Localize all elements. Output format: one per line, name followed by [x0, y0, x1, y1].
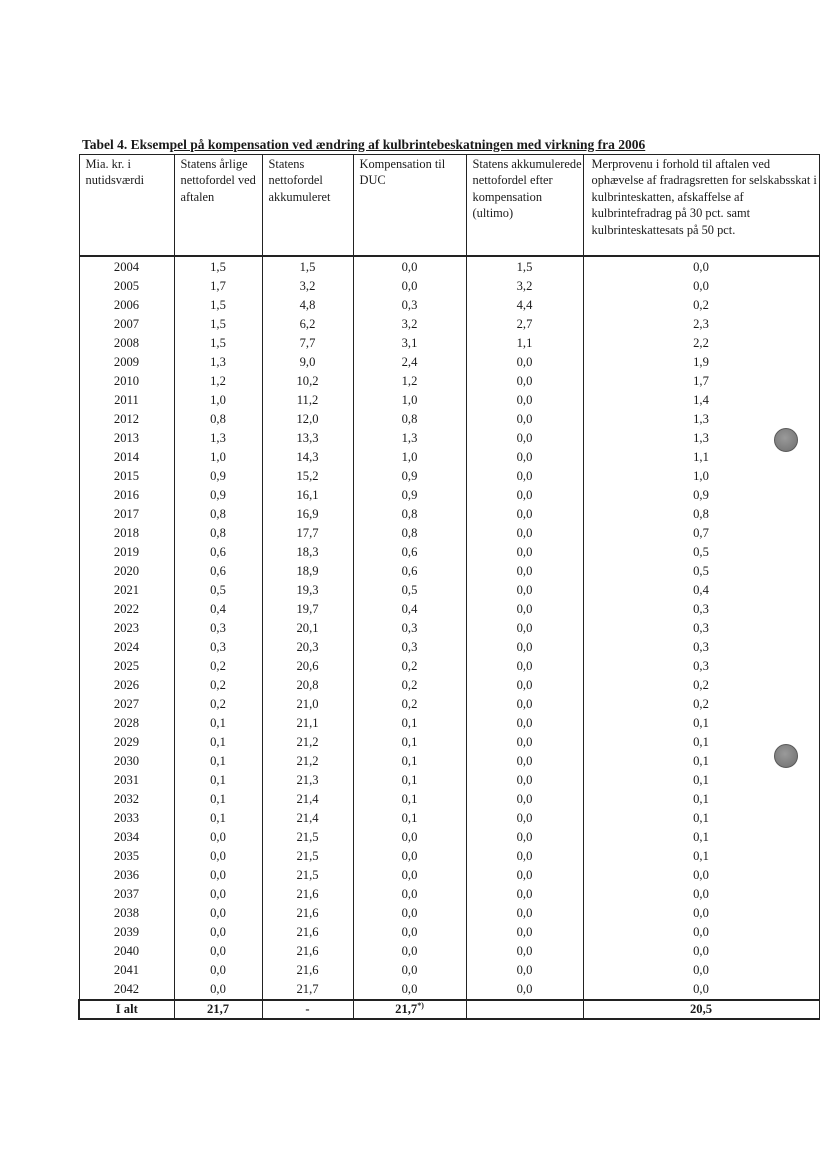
cell-year: 2027: [79, 695, 174, 714]
cell-year: 2016: [79, 486, 174, 505]
cell-extra-revenue: 0,3: [583, 657, 819, 676]
cell-compensation: 0,9: [353, 467, 466, 486]
table-caption: [82, 137, 822, 153]
cell-annual: 0,2: [174, 676, 262, 695]
cell-compensation: 1,3: [353, 429, 466, 448]
cell-year: 2025: [79, 657, 174, 676]
cell-extra-revenue: 0,0: [583, 923, 819, 942]
cell-extra-revenue: 1,4: [583, 391, 819, 410]
header-compensation: Kompensation til DUC: [353, 155, 466, 257]
cell-extra-revenue: 0,0: [583, 904, 819, 923]
table-row: [79, 448, 819, 467]
cell-after-compensation: 0,0: [466, 714, 583, 733]
cell-extra-revenue: 0,9: [583, 486, 819, 505]
cell-annual: 1,0: [174, 448, 262, 467]
cell-extra-revenue: 0,1: [583, 733, 819, 752]
cell-year: 2017: [79, 505, 174, 524]
cell-year: 2021: [79, 581, 174, 600]
cell-year: 2035: [79, 847, 174, 866]
cell-compensation: 0,1: [353, 752, 466, 771]
cell-year: 2013: [79, 429, 174, 448]
table-row: [79, 277, 819, 296]
cell-compensation: 0,3: [353, 296, 466, 315]
cell-extra-revenue: 1,0: [583, 467, 819, 486]
cell-extra-revenue: 0,0: [583, 980, 819, 1000]
cell-compensation: 0,1: [353, 733, 466, 752]
cell-accumulated: 21,3: [262, 771, 353, 790]
table-row: [79, 334, 819, 353]
cell-accumulated: 20,3: [262, 638, 353, 657]
cell-year: 2006: [79, 296, 174, 315]
cell-annual: 0,6: [174, 562, 262, 581]
cell-extra-revenue: 2,2: [583, 334, 819, 353]
cell-year: 2007: [79, 315, 174, 334]
cell-annual: 0,1: [174, 733, 262, 752]
cell-extra-revenue: 0,8: [583, 505, 819, 524]
cell-year: 2012: [79, 410, 174, 429]
cell-after-compensation: 0,0: [466, 885, 583, 904]
cell-after-compensation: 0,0: [466, 733, 583, 752]
table-row: [79, 372, 819, 391]
cell-after-compensation: 0,0: [466, 752, 583, 771]
table-row: [79, 676, 819, 695]
cell-after-compensation: 0,0: [466, 372, 583, 391]
cell-accumulated: 21,0: [262, 695, 353, 714]
header-after-compensation: Statens akkumulerede nettofordel efter kompensation (ultimo): [466, 155, 583, 257]
cell-compensation: 3,1: [353, 334, 466, 353]
cell-extra-revenue: 0,0: [583, 256, 819, 277]
cell-accumulated: 4,8: [262, 296, 353, 315]
cell-after-compensation: 2,7: [466, 315, 583, 334]
table-row: [79, 904, 819, 923]
cell-after-compensation: 0,0: [466, 790, 583, 809]
cell-extra-revenue: 0,1: [583, 714, 819, 733]
cell-extra-revenue: 1,9: [583, 353, 819, 372]
total-label: I alt: [79, 1000, 174, 1019]
cell-compensation: 0,5: [353, 581, 466, 600]
cell-accumulated: 16,1: [262, 486, 353, 505]
cell-extra-revenue: 0,1: [583, 752, 819, 771]
cell-compensation: 0,8: [353, 410, 466, 429]
cell-extra-revenue: 0,1: [583, 771, 819, 790]
table-row: [79, 923, 819, 942]
cell-after-compensation: 0,0: [466, 828, 583, 847]
cell-annual: 0,3: [174, 638, 262, 657]
total-after-compensation: [466, 1000, 583, 1019]
cell-annual: 1,7: [174, 277, 262, 296]
cell-after-compensation: 0,0: [466, 638, 583, 657]
cell-year: 2009: [79, 353, 174, 372]
cell-year: 2031: [79, 771, 174, 790]
cell-compensation: 0,0: [353, 904, 466, 923]
cell-year: 2041: [79, 961, 174, 980]
table-row: [79, 714, 819, 733]
cell-after-compensation: 0,0: [466, 923, 583, 942]
cell-extra-revenue: 0,1: [583, 847, 819, 866]
cell-annual: 0,8: [174, 524, 262, 543]
cell-after-compensation: 0,0: [466, 980, 583, 1000]
table-row: [79, 315, 819, 334]
table-row: [79, 486, 819, 505]
cell-compensation: 0,2: [353, 695, 466, 714]
cell-after-compensation: 0,0: [466, 524, 583, 543]
cell-accumulated: 11,2: [262, 391, 353, 410]
compensation-table: [78, 154, 820, 1020]
cell-after-compensation: 0,0: [466, 904, 583, 923]
cell-extra-revenue: 0,2: [583, 695, 819, 714]
cell-extra-revenue: 0,0: [583, 866, 819, 885]
cell-compensation: 0,0: [353, 256, 466, 277]
table-row: [79, 752, 819, 771]
cell-year: 2018: [79, 524, 174, 543]
cell-accumulated: 12,0: [262, 410, 353, 429]
cell-extra-revenue: 0,5: [583, 562, 819, 581]
cell-compensation: 0,9: [353, 486, 466, 505]
cell-annual: 0,0: [174, 904, 262, 923]
cell-compensation: 0,1: [353, 790, 466, 809]
cell-extra-revenue: 0,7: [583, 524, 819, 543]
cell-year: 2022: [79, 600, 174, 619]
cell-accumulated: 21,2: [262, 752, 353, 771]
cell-after-compensation: 0,0: [466, 695, 583, 714]
cell-after-compensation: 4,4: [466, 296, 583, 315]
cell-accumulated: 21,6: [262, 923, 353, 942]
cell-after-compensation: 0,0: [466, 771, 583, 790]
cell-year: 2023: [79, 619, 174, 638]
table-row: [79, 695, 819, 714]
cell-accumulated: 21,5: [262, 828, 353, 847]
cell-after-compensation: 0,0: [466, 562, 583, 581]
cell-annual: 0,0: [174, 866, 262, 885]
cell-year: 2005: [79, 277, 174, 296]
cell-year: 2033: [79, 809, 174, 828]
cell-compensation: 0,0: [353, 866, 466, 885]
cell-compensation: 0,1: [353, 714, 466, 733]
cell-annual: 1,5: [174, 315, 262, 334]
punch-hole-mark: [774, 744, 798, 768]
cell-year: 2030: [79, 752, 174, 771]
cell-accumulated: 19,3: [262, 581, 353, 600]
cell-after-compensation: 1,5: [466, 256, 583, 277]
cell-extra-revenue: 0,1: [583, 809, 819, 828]
cell-extra-revenue: 0,2: [583, 676, 819, 695]
cell-after-compensation: 0,0: [466, 942, 583, 961]
table-row: [79, 942, 819, 961]
cell-year: 2029: [79, 733, 174, 752]
cell-annual: 0,0: [174, 923, 262, 942]
cell-accumulated: 21,6: [262, 885, 353, 904]
cell-annual: 1,5: [174, 256, 262, 277]
cell-year: 2014: [79, 448, 174, 467]
table-row: [79, 410, 819, 429]
cell-accumulated: 16,9: [262, 505, 353, 524]
cell-after-compensation: 0,0: [466, 619, 583, 638]
cell-extra-revenue: 0,2: [583, 296, 819, 315]
cell-annual: 0,1: [174, 790, 262, 809]
cell-annual: 1,3: [174, 353, 262, 372]
cell-after-compensation: 0,0: [466, 505, 583, 524]
cell-compensation: 1,2: [353, 372, 466, 391]
table-row: [79, 619, 819, 638]
cell-year: 2019: [79, 543, 174, 562]
cell-extra-revenue: 0,0: [583, 885, 819, 904]
cell-extra-revenue: 0,3: [583, 638, 819, 657]
cell-accumulated: 21,5: [262, 866, 353, 885]
table-row: [79, 885, 819, 904]
cell-accumulated: 20,1: [262, 619, 353, 638]
total-compensation: [353, 1000, 466, 1019]
cell-compensation: 0,2: [353, 657, 466, 676]
cell-accumulated: 6,2: [262, 315, 353, 334]
total-compensation-value: 21,7: [395, 1002, 418, 1016]
cell-compensation: 0,0: [353, 828, 466, 847]
cell-annual: 0,0: [174, 885, 262, 904]
table-row: [79, 638, 819, 657]
cell-accumulated: 21,4: [262, 790, 353, 809]
table-row: [79, 828, 819, 847]
cell-accumulated: 17,7: [262, 524, 353, 543]
cell-annual: 0,1: [174, 771, 262, 790]
table-row: [79, 961, 819, 980]
cell-year: 2040: [79, 942, 174, 961]
table-row: [79, 429, 819, 448]
header-extra-revenue: Merprovenu i forhold til aftalen ved ophævelse af fradragsretten for selskabsskat i kulbrinteskatten, afskaffelse af kulbrintefradrag på 30 pct. samt kulbrinteskattesats på 50 pct.: [583, 155, 819, 257]
cell-after-compensation: 0,0: [466, 429, 583, 448]
cell-extra-revenue: 1,3: [583, 410, 819, 429]
cell-compensation: 0,0: [353, 942, 466, 961]
cell-annual: 0,5: [174, 581, 262, 600]
cell-compensation: 0,0: [353, 923, 466, 942]
cell-compensation: 0,8: [353, 505, 466, 524]
caption-prefix: Tabel 4. Eksem: [82, 137, 170, 152]
cell-extra-revenue: 2,3: [583, 315, 819, 334]
cell-compensation: 0,0: [353, 885, 466, 904]
cell-accumulated: 21,4: [262, 809, 353, 828]
total-extra-revenue: 20,5: [583, 1000, 819, 1019]
punch-hole-mark: [774, 428, 798, 452]
table-row: [79, 866, 819, 885]
cell-accumulated: 3,2: [262, 277, 353, 296]
cell-after-compensation: 0,0: [466, 486, 583, 505]
cell-compensation: 0,8: [353, 524, 466, 543]
header-annual: Statens årlige nettofordel ved aftalen: [174, 155, 262, 257]
cell-extra-revenue: 0,5: [583, 543, 819, 562]
cell-annual: 0,8: [174, 410, 262, 429]
cell-compensation: 0,1: [353, 809, 466, 828]
cell-year: 2042: [79, 980, 174, 1000]
cell-accumulated: 18,9: [262, 562, 353, 581]
total-compensation-note: *): [417, 1000, 424, 1010]
table-row: [79, 467, 819, 486]
table-row: [79, 847, 819, 866]
cell-annual: 0,1: [174, 752, 262, 771]
cell-compensation: 3,2: [353, 315, 466, 334]
cell-annual: 0,3: [174, 619, 262, 638]
cell-after-compensation: 0,0: [466, 410, 583, 429]
caption-underlined: pel på kompensation ved ændring af kulbrintebeskatningen med virkning fra 2006: [169, 137, 646, 152]
cell-extra-revenue: 0,0: [583, 942, 819, 961]
header-row: [79, 155, 819, 257]
header-accumulated: Statens nettofordel akkumuleret: [262, 155, 353, 257]
cell-after-compensation: 1,1: [466, 334, 583, 353]
cell-compensation: 1,0: [353, 448, 466, 467]
cell-year: 2024: [79, 638, 174, 657]
cell-accumulated: 1,5: [262, 256, 353, 277]
cell-compensation: 0,0: [353, 961, 466, 980]
cell-annual: 1,5: [174, 334, 262, 353]
cell-after-compensation: 0,0: [466, 866, 583, 885]
header-year: Mia. kr. i nutidsværdi: [79, 155, 174, 257]
cell-after-compensation: 0,0: [466, 467, 583, 486]
cell-after-compensation: 0,0: [466, 543, 583, 562]
cell-extra-revenue: 0,3: [583, 600, 819, 619]
cell-year: 2011: [79, 391, 174, 410]
cell-extra-revenue: 0,1: [583, 828, 819, 847]
table-row: [79, 733, 819, 752]
cell-annual: 0,2: [174, 695, 262, 714]
table-row: [79, 809, 819, 828]
cell-annual: 0,4: [174, 600, 262, 619]
cell-accumulated: 19,7: [262, 600, 353, 619]
cell-compensation: 0,0: [353, 980, 466, 1000]
cell-year: 2015: [79, 467, 174, 486]
cell-year: 2038: [79, 904, 174, 923]
total-row: [79, 1000, 819, 1019]
cell-year: 2032: [79, 790, 174, 809]
table-row: [79, 296, 819, 315]
cell-annual: 0,1: [174, 809, 262, 828]
table-row: [79, 256, 819, 277]
cell-accumulated: 21,6: [262, 942, 353, 961]
cell-after-compensation: 0,0: [466, 809, 583, 828]
cell-after-compensation: 0,0: [466, 353, 583, 372]
cell-accumulated: 21,1: [262, 714, 353, 733]
cell-compensation: 2,4: [353, 353, 466, 372]
table-row: [79, 771, 819, 790]
cell-extra-revenue: 0,4: [583, 581, 819, 600]
cell-accumulated: 18,3: [262, 543, 353, 562]
cell-year: 2037: [79, 885, 174, 904]
table-row: [79, 524, 819, 543]
table-row: [79, 543, 819, 562]
cell-accumulated: 21,2: [262, 733, 353, 752]
cell-compensation: 0,3: [353, 619, 466, 638]
cell-accumulated: 20,6: [262, 657, 353, 676]
cell-year: 2028: [79, 714, 174, 733]
total-annual: 21,7: [174, 1000, 262, 1019]
cell-accumulated: 9,0: [262, 353, 353, 372]
cell-year: 2026: [79, 676, 174, 695]
table-row: [79, 657, 819, 676]
table-row: [79, 562, 819, 581]
table-row: [79, 391, 819, 410]
cell-year: 2008: [79, 334, 174, 353]
cell-year: 2036: [79, 866, 174, 885]
cell-after-compensation: 0,0: [466, 391, 583, 410]
cell-annual: 0,0: [174, 980, 262, 1000]
cell-annual: 0,0: [174, 828, 262, 847]
cell-year: 2039: [79, 923, 174, 942]
cell-annual: 1,3: [174, 429, 262, 448]
cell-annual: 1,2: [174, 372, 262, 391]
cell-compensation: 0,6: [353, 543, 466, 562]
cell-compensation: 0,0: [353, 277, 466, 296]
table-row: [79, 600, 819, 619]
cell-after-compensation: 3,2: [466, 277, 583, 296]
cell-annual: 1,5: [174, 296, 262, 315]
cell-extra-revenue: 0,0: [583, 277, 819, 296]
cell-after-compensation: 0,0: [466, 961, 583, 980]
cell-compensation: 0,6: [353, 562, 466, 581]
cell-year: 2020: [79, 562, 174, 581]
cell-annual: 0,8: [174, 505, 262, 524]
cell-extra-revenue: 1,3: [583, 429, 819, 448]
cell-annual: 0,2: [174, 657, 262, 676]
cell-extra-revenue: 1,1: [583, 448, 819, 467]
cell-annual: 1,0: [174, 391, 262, 410]
cell-annual: 0,9: [174, 467, 262, 486]
cell-year: 2004: [79, 256, 174, 277]
cell-after-compensation: 0,0: [466, 676, 583, 695]
cell-after-compensation: 0,0: [466, 448, 583, 467]
cell-annual: 0,0: [174, 942, 262, 961]
table-row: [79, 353, 819, 372]
cell-compensation: 0,1: [353, 771, 466, 790]
cell-accumulated: 20,8: [262, 676, 353, 695]
cell-compensation: 0,2: [353, 676, 466, 695]
cell-after-compensation: 0,0: [466, 581, 583, 600]
cell-accumulated: 21,7: [262, 980, 353, 1000]
cell-annual: 0,1: [174, 714, 262, 733]
cell-compensation: 0,0: [353, 847, 466, 866]
cell-annual: 0,6: [174, 543, 262, 562]
table-body: [79, 256, 819, 1000]
cell-annual: 0,0: [174, 961, 262, 980]
cell-accumulated: 7,7: [262, 334, 353, 353]
cell-extra-revenue: 1,7: [583, 372, 819, 391]
cell-annual: 0,9: [174, 486, 262, 505]
cell-extra-revenue: 0,3: [583, 619, 819, 638]
cell-accumulated: 21,6: [262, 961, 353, 980]
cell-accumulated: 21,5: [262, 847, 353, 866]
cell-after-compensation: 0,0: [466, 600, 583, 619]
cell-compensation: 1,0: [353, 391, 466, 410]
cell-annual: 0,0: [174, 847, 262, 866]
cell-year: 2010: [79, 372, 174, 391]
cell-accumulated: 15,2: [262, 467, 353, 486]
table-row: [79, 581, 819, 600]
cell-accumulated: 10,2: [262, 372, 353, 391]
cell-after-compensation: 0,0: [466, 657, 583, 676]
cell-accumulated: 21,6: [262, 904, 353, 923]
cell-compensation: 0,3: [353, 638, 466, 657]
total-accumulated: -: [262, 1000, 353, 1019]
cell-extra-revenue: 0,1: [583, 790, 819, 809]
cell-accumulated: 14,3: [262, 448, 353, 467]
cell-compensation: 0,4: [353, 600, 466, 619]
cell-accumulated: 13,3: [262, 429, 353, 448]
table-row: [79, 505, 819, 524]
cell-after-compensation: 0,0: [466, 847, 583, 866]
table-row: [79, 790, 819, 809]
cell-extra-revenue: 0,0: [583, 961, 819, 980]
cell-year: 2034: [79, 828, 174, 847]
table-row: [79, 980, 819, 1000]
